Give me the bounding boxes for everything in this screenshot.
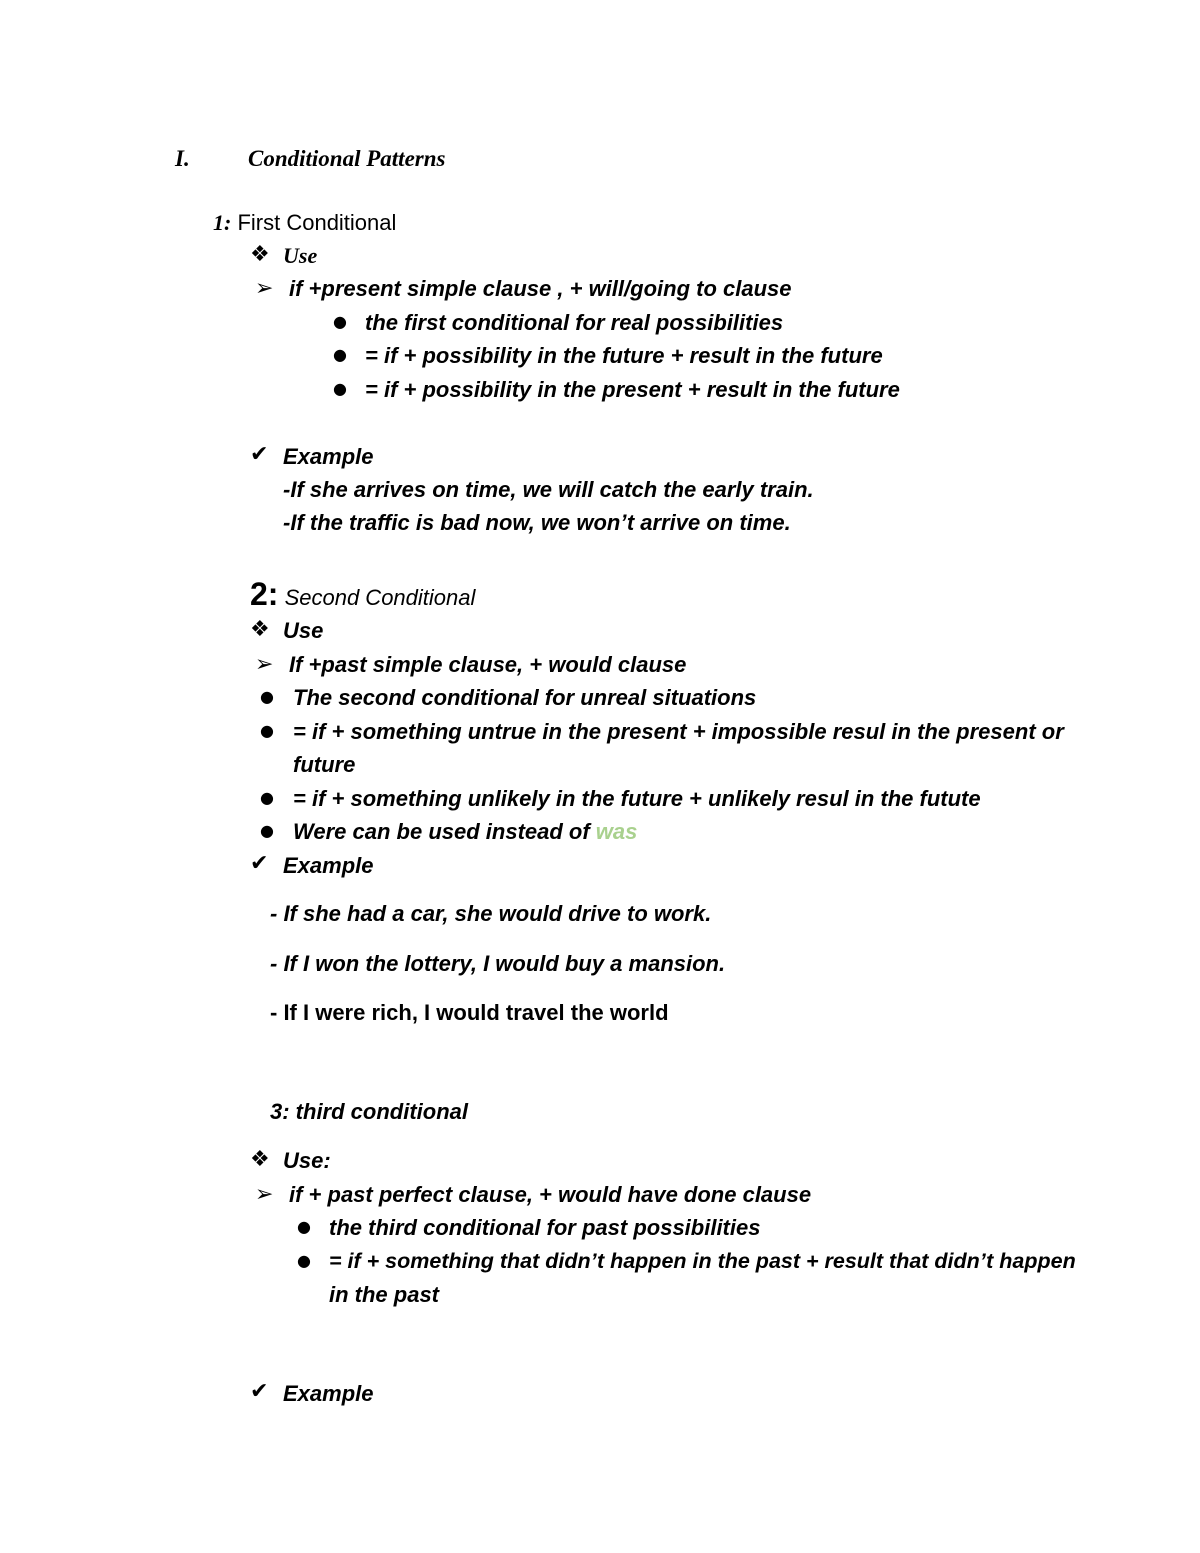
section-2-bullet-3: = if + something unlikely in the future + unlikely resul in the futute [293,786,981,811]
section-1-use-label: Use [283,243,318,268]
section-2-heading [250,578,475,610]
section-2-bullet-2: = if + something untrue in the present + impossible resul in the present or [293,719,1064,744]
section-2-title: Second Conditional [284,585,476,610]
section-1-example-1: -If she arrives on time, we will catch the early train. [283,477,814,502]
round-bullet-icon: ● [333,345,347,364]
section-2-use-label: Use [283,618,324,643]
section-2-bullet-2-continuation: future [293,752,356,777]
section-3-example-label: Example [283,1381,374,1406]
section-2-example-2: - If I won the lottery, I would buy a mansion. [270,951,726,976]
arrowhead-bullet-icon: ➢ [255,652,274,677]
section-2-bullet-4 [293,821,637,843]
section-2-bullet-1: The second conditional for unreal situations [293,685,757,710]
was-highlight: was [595,819,638,844]
section-1-example-label: Example [283,444,374,469]
section-3-bullet-2-continuation: in the past [329,1282,440,1307]
section-3-heading: 3: third conditional [270,1099,468,1124]
section-1-bullet-3: = if + possibility in the present + result in the future [365,377,900,402]
round-bullet-icon: ● [260,687,274,706]
section-3-structure: if + past perfect clause, + would have done clause [289,1182,812,1207]
round-bullet-icon: ● [297,1217,311,1236]
arrowhead-bullet-icon: ➢ [255,276,274,301]
section-1-heading [213,212,396,234]
section-2-structure: If +past simple clause, + would clause [289,652,687,677]
section-2-example-label: Example [283,853,374,878]
section-2-number: 2: [250,576,279,612]
round-bullet-icon: ● [333,312,347,331]
checkmark-icon: ✔ [250,1379,269,1404]
section-1-example-2: -If the traffic is bad now, we won’t arrive on time. [283,510,791,535]
section-1-structure: if +present simple clause , + will/going to clause [289,276,792,301]
round-bullet-icon: ● [260,821,274,840]
round-bullet-icon: ● [260,788,274,807]
section-1-number: 1: [213,210,232,235]
section-1-bullet-1: the first conditional for real possibilities [365,310,784,335]
section-1-bullet-2: = if + possibility in the future + result in the future [365,343,883,368]
heading-title: Conditional Patterns [248,146,446,171]
heading-roman-numeral: I. [175,146,190,171]
diamond-bullet-icon: ❖ [250,617,270,642]
section-2-bullet-4-text: Were can be used instead of [293,819,596,844]
diamond-bullet-icon: ❖ [250,242,270,267]
section-2-example-1: - If she had a car, she would drive to work. [270,901,712,926]
round-bullet-icon: ● [333,379,347,398]
round-bullet-icon: ● [297,1251,311,1270]
section-3-bullet-1: the third conditional for past possibilities [329,1215,761,1240]
section-2-example-3: - If I were rich, I would travel the world [270,1000,669,1025]
checkmark-icon: ✔ [250,851,269,876]
diamond-bullet-icon: ❖ [250,1147,270,1172]
section-3-bullet-2: = if + something that didn’t happen in the past + result that didn’t happen [329,1249,1076,1273]
section-3-use-label: Use: [283,1148,331,1173]
arrowhead-bullet-icon: ➢ [255,1182,274,1207]
checkmark-icon: ✔ [250,442,269,467]
round-bullet-icon: ● [260,721,274,740]
section-1-title: First Conditional [237,210,397,235]
